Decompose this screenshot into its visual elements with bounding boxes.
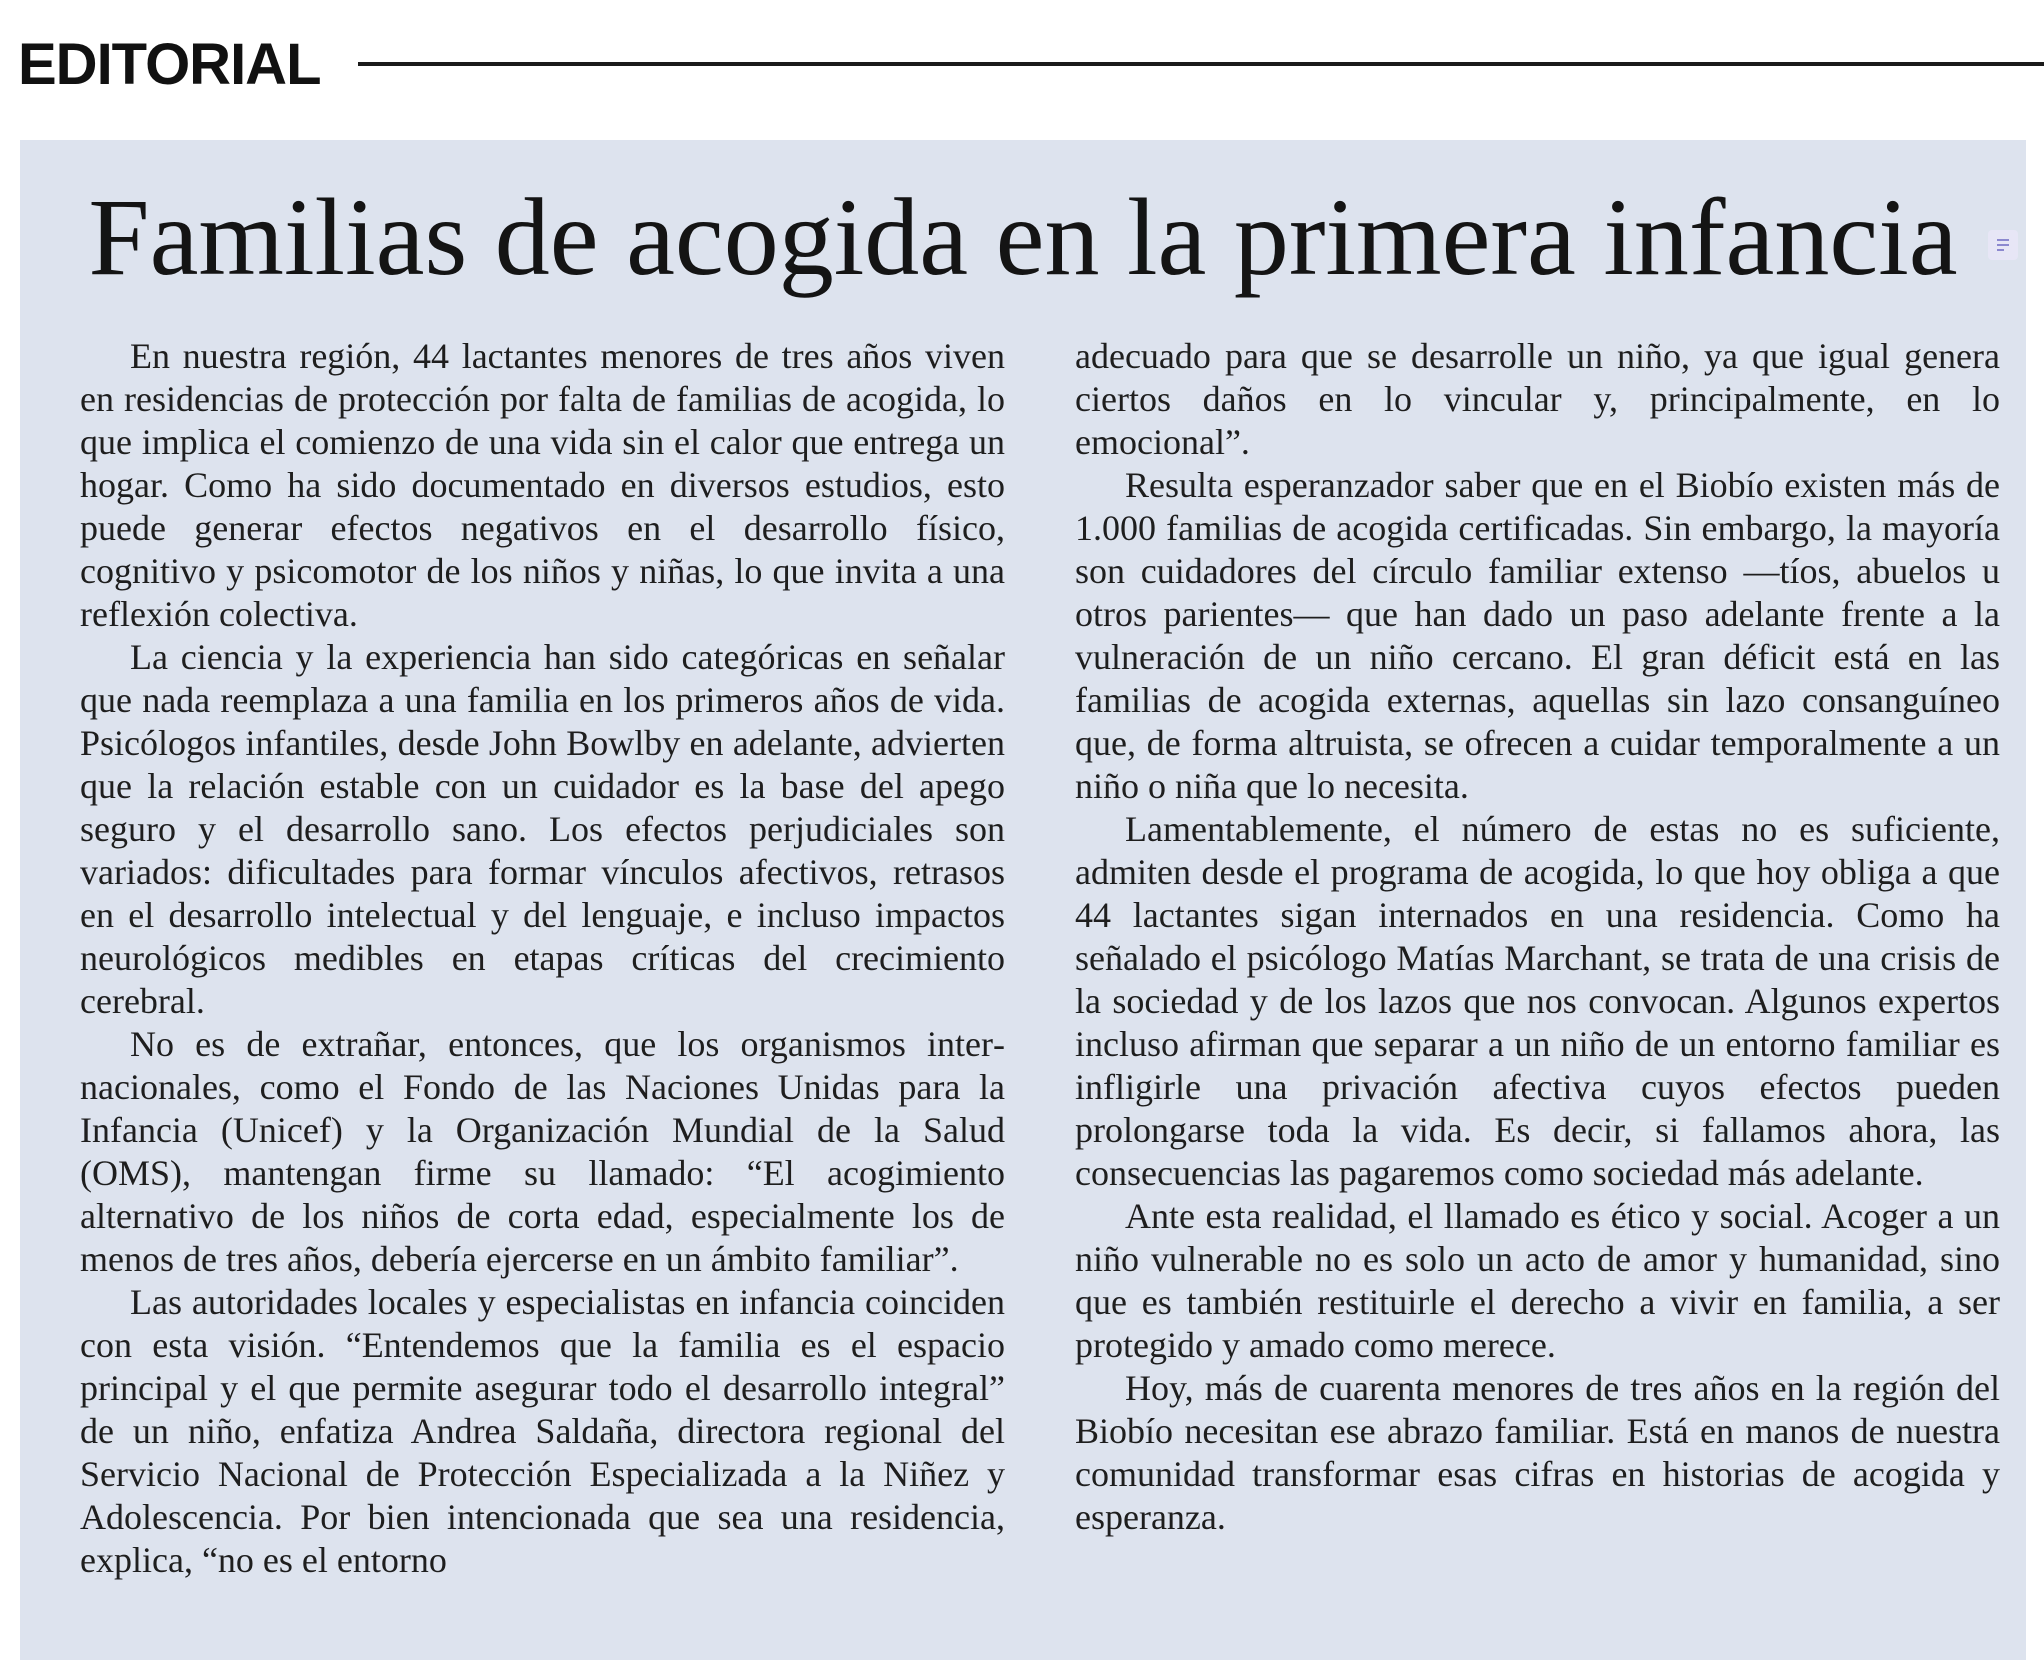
section-divider — [358, 62, 2044, 66]
article-paragraph: Resulta esperanzador saber que en el Biobío existen más de 1.000 familias de acogida certificadas. Sin embargo, la mayoría son cuidadores del círculo familiar extenso —tíos, abuelos u otros parientes— que han dado un paso adelante frente a la vulneración de un niño cercano. El gran déficit está en las familias de acogida externas, aquellas sin lazo consanguíneo que, de forma altruista, se ofrecen a cuidar temporalmente a un niño o niña que lo necesita. — [1075, 465, 2000, 806]
article-paragraph-continued: adecuado para que se desarrolle un niño, ya que igual genera ciertos daños en lo vincular y, principalmente, en lo emocional”. — [1075, 336, 2000, 462]
article-paragraph: No es de extrañar, entonces, que los organismos internacionales, como el Fondo de las Naciones Unidas para la Infancia (Unicef) y la Organización Mundial de la Salud (OMS), mantengan firme su llamado: “El acogimiento alternativo de los niños de corta edad, especialmente los de menos de tres años, debería ejercerse en un ámbito familiar”. — [80, 1024, 1005, 1279]
article-paragraph: Hoy, más de cuarenta menores de tres años en la región del Biobío necesitan ese abrazo familiar. Está en manos de nuestra comunidad transformar esas cifras en historias de acogida y esperanza. — [1075, 1368, 2000, 1537]
comment-note-icon[interactable] — [1988, 230, 2018, 260]
section-header — [18, 30, 2044, 100]
article-paragraph: Las autoridades locales y especialistas en infancia coinciden con esta visión. “Entendemos que la familia es el espacio principal y el que permite asegurar todo el desarrollo integral” de un niño, enfatiza Andrea Saldaña, directora regional del Servicio Nacional de Protección Especializada a la Niñez y Adolescencia. Por bien intencionada que sea una residencia, explica, “no es el entorno — [80, 1282, 1005, 1580]
article-column-right — [1075, 335, 2000, 1582]
section-label: EDITORIAL — [18, 32, 321, 97]
article-paragraph: La ciencia y la experiencia han sido categóricas en señalar que nada reemplaza a una familia en los primeros años de vida. Psicólogos infantiles, desde John Bowlby en adelante, advierten que la relación estable con un cuidador es la base del apego seguro y el desarrollo sano. Los efectos perjudiciales son variados: dificultades para formar vínculos afectivos, retrasos en el desarrollo intelectual y del lenguaje, e incluso impactos neurológicos medibles en etapas críticas del crecimiento cerebral. — [80, 637, 1005, 1021]
editorial-panel — [20, 140, 2026, 1660]
article-column-left — [80, 335, 1005, 1582]
article-body — [80, 335, 2000, 1582]
article-paragraph: Lamentablemente, el número de estas no es suficiente, admiten desde el programa de acogida, lo que hoy obliga a que 44 lactantes sigan internados en una residencia. Como ha señalado el psicólogo Matías Marchant, se trata de una crisis de la sociedad y de los lazos que nos convocan. Algunos expertos incluso afirman que separar a un niño de un entorno familiar es infligirle una privación afectiva cuyos efectos pueden prolongarse toda la vida. Es decir, si fallamos ahora, las consecuencias las pagaremos como sociedad más adelante. — [1075, 809, 2000, 1193]
article-paragraph: Ante esta realidad, el llamado es ético y social. Acoger a un niño vulnerable no es solo un acto de amor y humanidad, sino que es también restituirle el derecho a vivir en familia, a ser protegido y amado como merece. — [1075, 1196, 2000, 1365]
article-title: Familias de acogida en la primera infancia — [88, 176, 1958, 298]
article-paragraph: En nuestra región, 44 lactantes menores de tres años viven en residencias de protección por falta de familias de acogida, lo que implica el comienzo de una vida sin el calor que entrega un hogar. Como ha sido documentado en diversos estudios, esto puede generar efectos negativos en el desarrollo físico, cognitivo y psicomotor de los niños y niñas, lo que invita a una reflexión colectiva. — [80, 336, 1005, 634]
